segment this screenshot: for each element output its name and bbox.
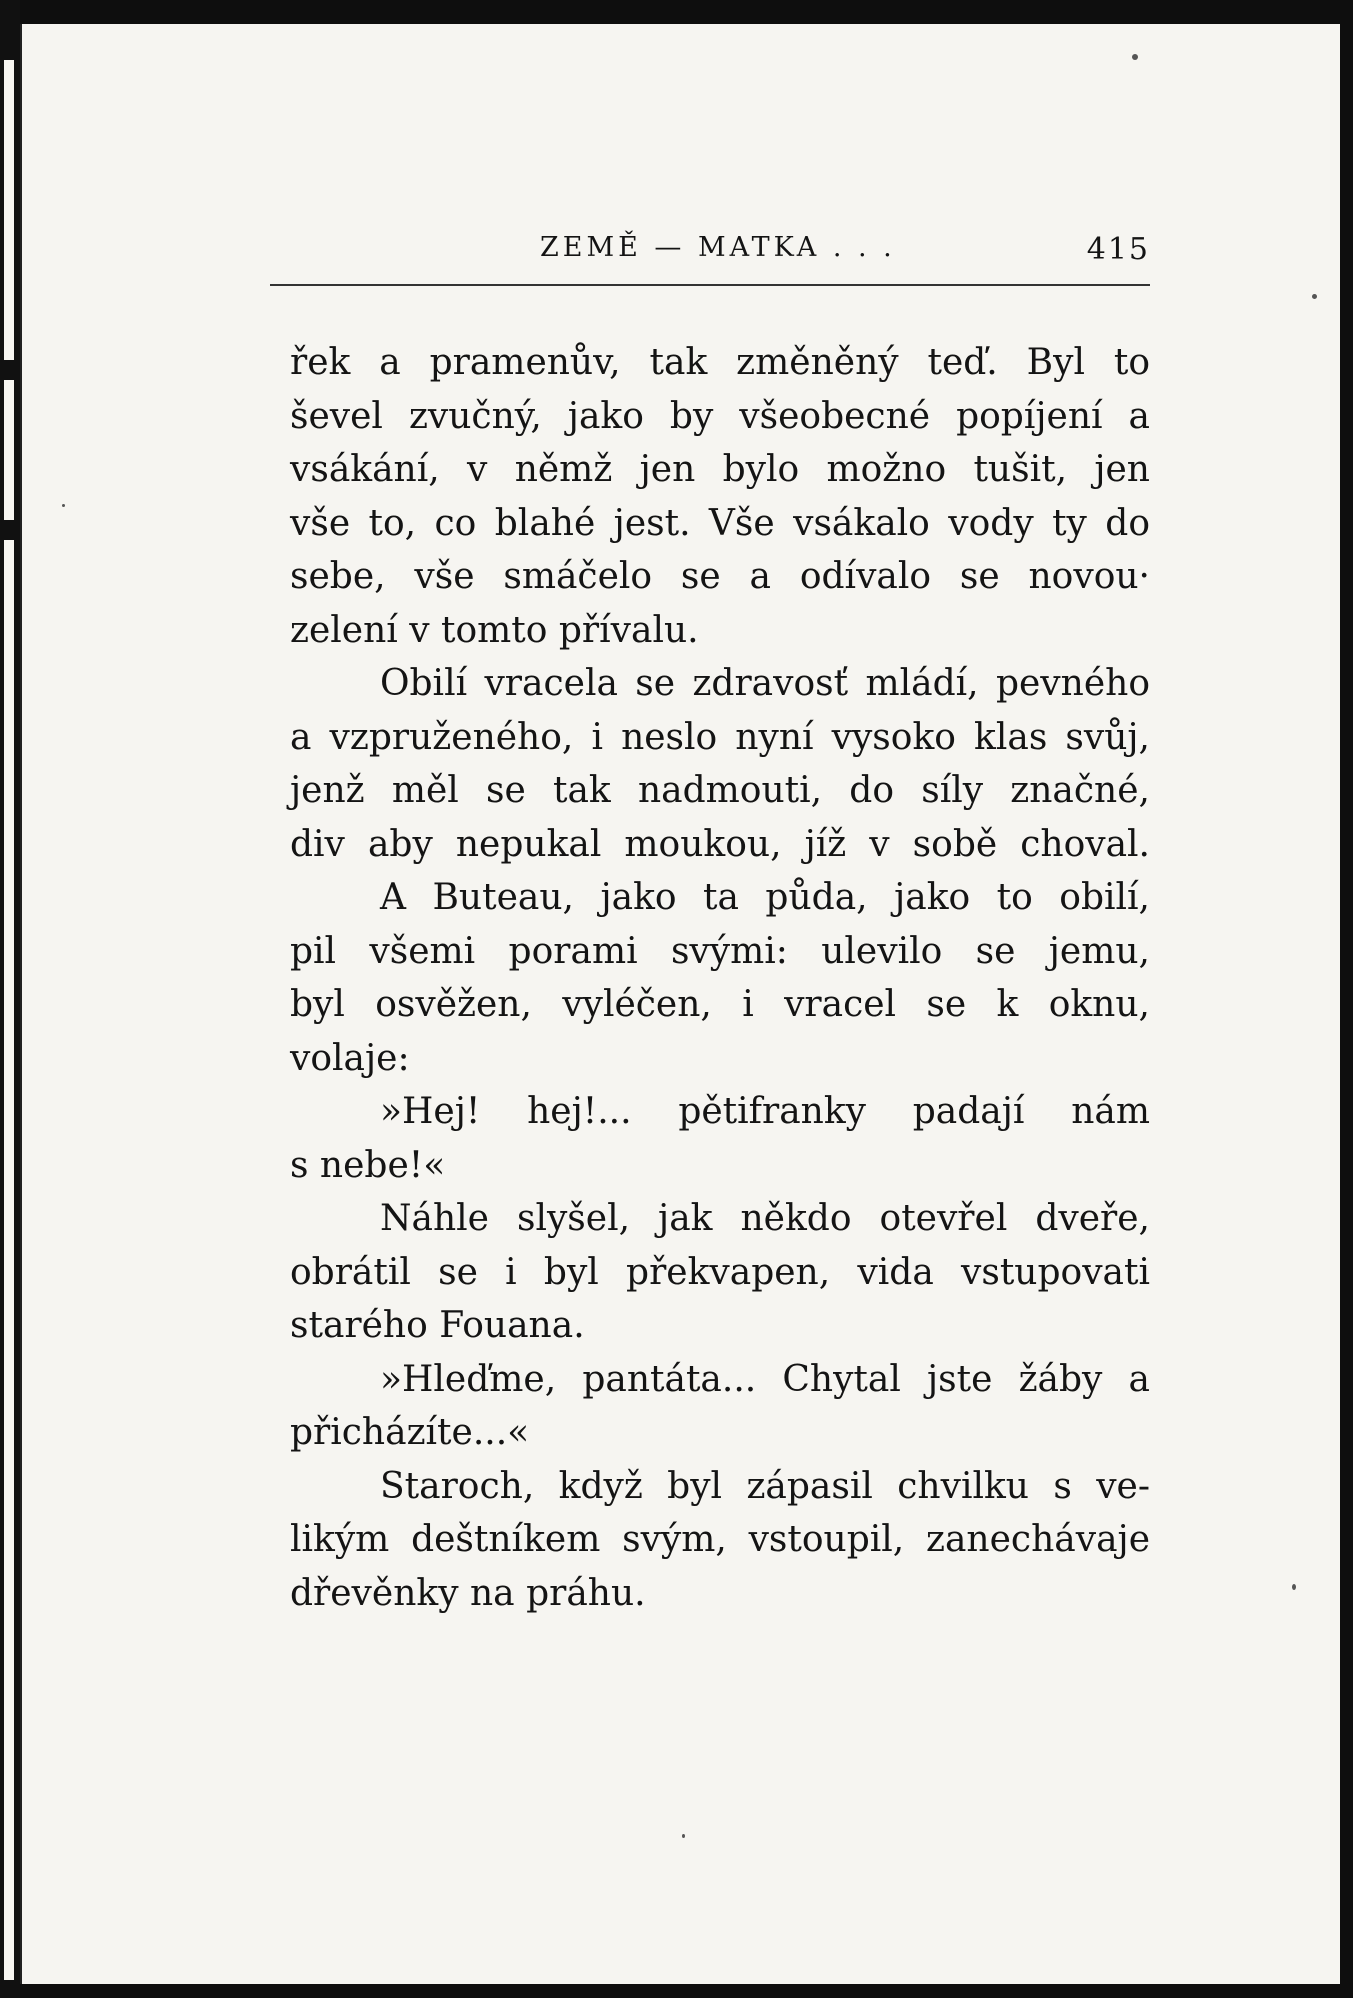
binding-strip-middle xyxy=(4,380,14,520)
text-line: obrátil se i byl překvapen, vida vstupovati xyxy=(290,1251,1150,1293)
binding-edge xyxy=(0,0,20,1998)
binding-strip-top xyxy=(4,60,14,360)
text-line: byl osvěžen, vyléčen, i vracel se k oknu, xyxy=(290,984,1150,1025)
dust-speck xyxy=(1312,294,1317,299)
running-header xyxy=(270,232,1150,282)
text-line: řek a pramenův, tak změněný teď. Byl to xyxy=(290,342,1150,383)
text-line: likým deštníkem svým, vstoupil, zanechávaje xyxy=(290,1519,1150,1560)
text-line: a vzpruženého, i neslo nyní vysoko klas svůj, xyxy=(290,716,1150,758)
text-line: Staroch, když byl zápasil chvilku s ve- xyxy=(380,1465,1150,1507)
text-line: pil všemi porami svými: ulevilo se jemu, xyxy=(290,930,1150,972)
text-line: jenž měl se tak nadmouti, do síly značné, xyxy=(290,770,1150,811)
dust-speck xyxy=(682,1834,685,1838)
dust-speck xyxy=(1292,1584,1296,1590)
dust-speck xyxy=(1132,54,1138,60)
text-line: vsákání, v němž jen bylo možno tušit, jen xyxy=(290,449,1150,490)
text-line: »Hleďme, pantáta... Chytal jste žáby a xyxy=(380,1358,1150,1400)
page-number: 415 xyxy=(1086,232,1150,267)
dust-speck xyxy=(62,504,65,507)
text-line: A Buteau, jako ta půda, jako to obilí, xyxy=(380,877,1150,918)
text-line: s nebe!« xyxy=(290,1144,446,1186)
text-line: vše to, co blahé jest. Vše vsákalo vody ty do xyxy=(290,502,1150,544)
text-line: dřevěnky na práhu. xyxy=(290,1572,646,1614)
binding-strip-bottom xyxy=(4,540,14,1980)
text-line: Náhle slyšel, jak někdo otevřel dveře, xyxy=(380,1198,1150,1239)
text-line: zelení v tomto přívalu. xyxy=(290,609,699,651)
text-line: sebe, vše smáčelo se a odívalo se novou· xyxy=(290,556,1150,597)
text-line: ševel zvučný, jako by všeobecné popíjení a xyxy=(290,395,1150,437)
text-line: »Hej! hej!... pětifranky padají nám xyxy=(380,1091,1150,1132)
body-text xyxy=(290,336,1150,1620)
text-line: Obilí vracela se zdravosť mládí, pevného xyxy=(380,663,1150,704)
text-line: div aby nepukal moukou, jíž v sobě choval. xyxy=(290,823,1150,865)
running-title: ZEMĚ — MATKA . . . xyxy=(540,232,896,263)
text-line: přicházíte...« xyxy=(290,1412,530,1453)
text-line: volaje: xyxy=(290,1037,410,1079)
header-rule xyxy=(270,284,1150,286)
text-line: starého Fouana. xyxy=(290,1305,585,1346)
